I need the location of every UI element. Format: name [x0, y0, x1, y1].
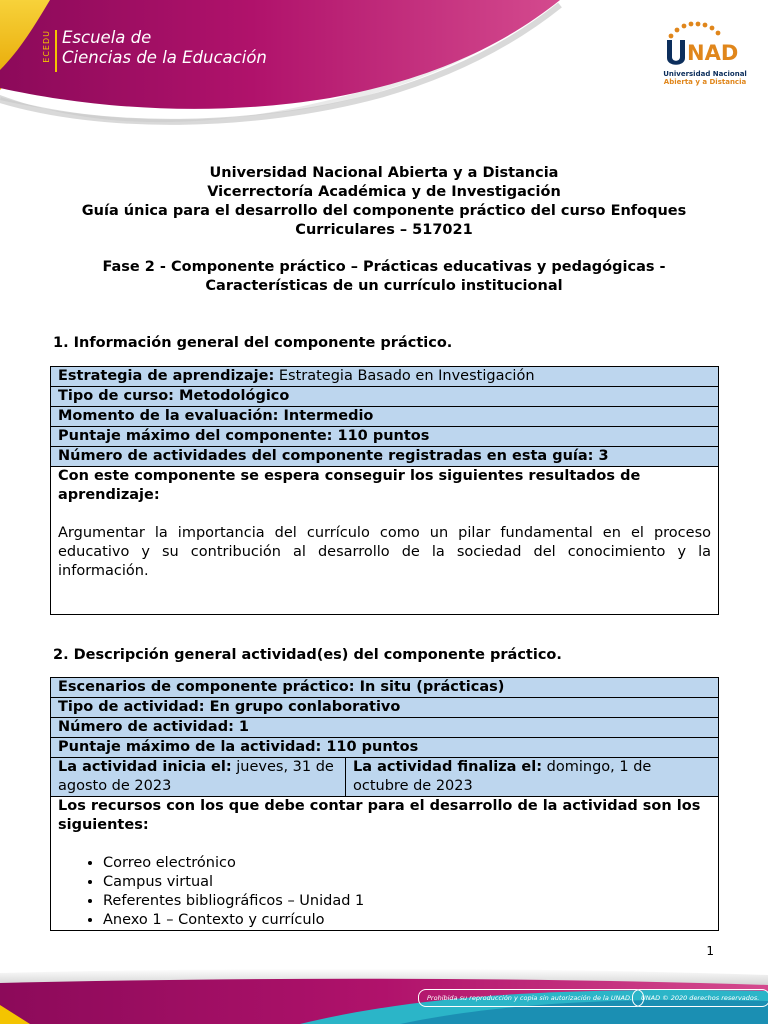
table-row	[51, 678, 719, 698]
school-acronym: ECEDU	[42, 30, 51, 63]
title-line-2: Vicerrectoría Académica y de Investigación	[207, 184, 561, 200]
activity-type: Tipo de actividad: En grupo conlaborativo	[51, 698, 719, 718]
general-info-table	[50, 366, 719, 615]
title-line-3: Guía única para el desarrollo del componente práctico del curso Enfoques	[81, 203, 687, 219]
table-row	[51, 797, 719, 931]
learning-outcome-text: Argumentar la importancia del currículo como un pilar fundamental en el proceso educativo y su contribución al desarrollo de la sociedad del conocimiento y la información.	[58, 525, 711, 579]
table-row	[51, 467, 719, 615]
school-divider	[55, 30, 57, 72]
list-item: • Campus virtual	[103, 873, 711, 892]
table-row	[51, 698, 719, 718]
table-row	[51, 387, 719, 407]
activity-max-score: Puntaje máximo de la actividad: 110 puntos	[51, 738, 719, 758]
table-row	[51, 407, 719, 427]
list-item: • Correo electrónico	[103, 854, 711, 873]
list-item: • Referentes bibliográficos – Unidad 1	[103, 892, 711, 911]
activity-description-table	[50, 677, 719, 931]
strategy-label: Estrategia de aprendizaje:	[58, 368, 275, 384]
activities-count: Número de actividades del componente registradas en esta guía: 3	[51, 447, 719, 467]
list-item: • Anexo 1 – Contexto y currículo	[103, 911, 711, 930]
section-2-heading: 2. Descripción general actividad(es) del componente práctico.	[53, 647, 562, 663]
practice-scenarios: Escenarios de componente práctico: In situ (prácticas)	[51, 678, 719, 698]
school-name-line2: Ciencias de la Educación	[62, 48, 267, 67]
document-title-block	[40, 164, 728, 296]
logo-name-line1: Universidad Nacional	[663, 70, 747, 78]
start-value: jueves, 31 de agosto de 2023	[58, 759, 334, 794]
table-row	[51, 367, 719, 387]
section-1-heading: 1. Información general del componente práctico.	[53, 335, 453, 351]
strategy-value: Estrategia Basado en Investigación	[274, 368, 535, 384]
school-name	[42, 28, 267, 68]
title-line-1: Universidad Nacional Abierta y a Distancia	[209, 165, 559, 181]
resources-heading: Los recursos con los que debe contar para el desarrollo de la actividad son los siguientes:	[58, 798, 701, 833]
activity-end-cell	[346, 758, 719, 797]
phase-title-line-2: Características de un currículo institucional	[205, 278, 563, 294]
learning-outcomes-heading: Con este componente se espera conseguir los siguientes resultados de aprendizaje:	[58, 468, 641, 503]
logo-name-line2: Abierta y a Distancia	[663, 78, 747, 86]
unad-logo	[655, 20, 755, 86]
banner-swoosh-graphic	[0, 0, 768, 140]
resources-list	[58, 854, 711, 930]
table-row	[51, 758, 719, 797]
table-row	[51, 447, 719, 467]
component-max-score: Puntaje máximo del componente: 110 puntos	[51, 427, 719, 447]
start-label: La actividad inicia el:	[58, 759, 232, 775]
table-row	[51, 427, 719, 447]
phase-title-line-1: Fase 2 - Componente práctico – Prácticas educativas y pedagógicas -	[102, 259, 666, 275]
unad-logo-mark	[655, 20, 755, 70]
footer-copyright-notice: Prohibida su reproducción y copia sin autorización de la UNAD.	[418, 989, 644, 1007]
end-label: La actividad finaliza el:	[353, 759, 543, 775]
title-line-4: Curriculares – 517021	[295, 222, 473, 238]
course-type: Tipo de curso: Metodológico	[51, 387, 719, 407]
footer-rights-notice: UNAD © 2020 derechos reservados.	[632, 989, 768, 1007]
logo-letters: NAD	[687, 41, 739, 65]
header-banner	[0, 0, 768, 140]
table-row	[51, 718, 719, 738]
school-name-line1: Escuela de	[62, 28, 152, 47]
activity-number: Número de actividad: 1	[51, 718, 719, 738]
end-value: domingo, 1 de octubre de 2023	[353, 759, 652, 794]
table-row	[51, 738, 719, 758]
evaluation-moment: Momento de la evaluación: Intermedio	[51, 407, 719, 427]
activity-start-cell	[51, 758, 346, 797]
page-number: 1	[706, 944, 714, 958]
